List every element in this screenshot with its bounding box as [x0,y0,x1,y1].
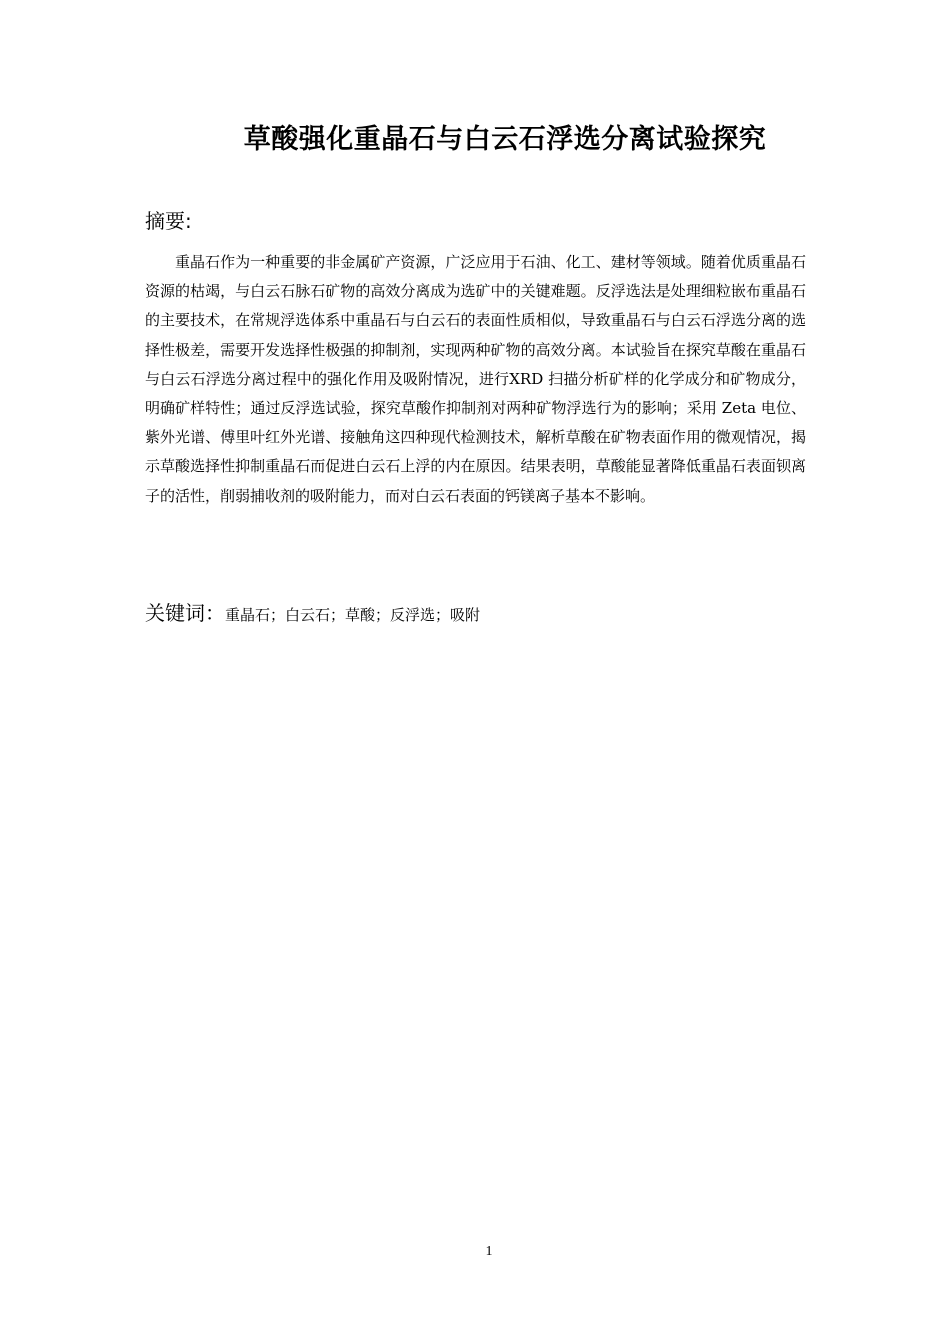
keywords-line [145,598,480,630]
abstract-body: 重晶石作为一种重要的非金属矿产资源，广泛应用于石油、化工、建材等领域。随着优质重晶石资源的枯竭，与白云石脉石矿物的高效分离成为选矿中的关键难题。反浮选法是处理细粒嵌布重晶石的主要技术，在常规浮选体系中重晶石与白云石的表面性质相似，导致重晶石与白云石浮选分离的选择性极差，需要开发选择性极强的抑制剂，实现两种矿物的高效分离。本试验旨在探究草酸在重晶石与白云石浮选分离过程中的强化作用及吸附情况，进行XRD 扫描分析矿样的化学成分和矿物成分，明确矿样特性；通过反浮选试验，探究草酸作抑制剂对两种矿物浮选行为的影响；采用 Zeta 电位、紫外光谱、傅里叶红外光谱、接触角这四种现代检测技术，解析草酸在矿物表面作用的微观情况，揭示草酸选择性抑制重晶石而促进白云石上浮的内在原因。结果表明，草酸能显著降低重晶石表面钡离子的活性，削弱捕收剂的吸附能力，而对白云石表面的钙镁离子基本不影响。 [145,253,806,505]
keywords-text: 重晶石；白云石；草酸；反浮选；吸附 [225,606,481,624]
page-number: 1 [485,1244,493,1259]
paper-title: 草酸强化重晶石与白云石浮选分离试验探究 [243,124,767,155]
abstract-heading: 摘要: [145,209,192,233]
keywords-label: 关键词： [145,601,225,625]
